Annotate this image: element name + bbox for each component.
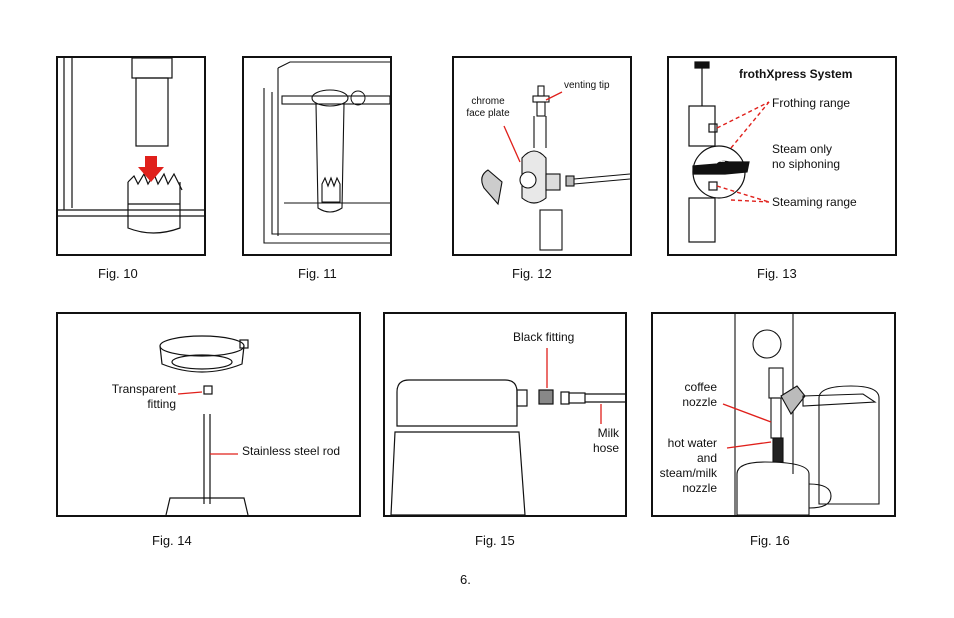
figure-15: [383, 312, 627, 517]
fig11-caption: Fig. 11: [298, 266, 337, 281]
hot-water-line4: nozzle: [682, 481, 717, 495]
steam-only-label: [772, 142, 840, 172]
fig14-caption: Fig. 14: [152, 533, 192, 548]
steam-only-line1: Steam only: [772, 142, 833, 156]
milk-hose-line2: hose: [592, 441, 619, 455]
hot-water-nozzle-label: [659, 436, 717, 496]
figure-10: [56, 56, 206, 256]
figure-13: [667, 56, 897, 256]
frothing-range-label: Frothing range: [772, 96, 851, 110]
figure-11: [242, 56, 392, 256]
chrome-face-plate-label: [460, 96, 516, 120]
chrome-face-plate-line1: chrome: [471, 96, 505, 107]
hot-water-line2: and: [696, 451, 717, 465]
fig10-caption: Fig. 10: [98, 266, 138, 281]
milk-hose-label: [565, 426, 619, 456]
fig13-caption: Fig. 13: [757, 266, 797, 281]
fig15-illustration: [385, 314, 625, 515]
fig14-illustration: [58, 314, 359, 515]
coffee-nozzle-line1: coffee: [684, 380, 717, 394]
fig11-illustration: [244, 58, 390, 254]
venting-tip-label: venting tip: [564, 80, 610, 91]
coffee-nozzle-line2: nozzle: [682, 395, 717, 409]
chrome-face-plate-line2: face plate: [466, 108, 510, 119]
black-fitting-label: Black fitting: [513, 330, 575, 344]
transparent-fitting-line2: fitting: [147, 397, 176, 411]
figure-14: [56, 312, 361, 517]
fig15-caption: Fig. 15: [475, 533, 515, 548]
fig16-caption: Fig. 16: [750, 533, 790, 548]
fig12-caption: Fig. 12: [512, 266, 552, 281]
hot-water-line1: hot water: [667, 436, 717, 450]
figure-16: [651, 312, 896, 517]
dial-label: DIAL: [703, 154, 726, 165]
figure-12: [452, 56, 632, 256]
transparent-fitting-label: [78, 382, 176, 412]
fig10-illustration: [58, 58, 204, 254]
milk-hose-line1: Milk: [597, 426, 619, 440]
steam-only-line2: no siphoning: [772, 157, 841, 171]
frothxpress-title: frothXpress System: [739, 67, 853, 81]
transparent-fitting-line1: Transparent: [111, 382, 176, 396]
stainless-rod-label: Stainless steel rod: [242, 444, 341, 458]
coffee-nozzle-label: [659, 380, 717, 410]
page-number: 6.: [460, 572, 471, 587]
steaming-range-label: Steaming range: [772, 195, 857, 209]
hot-water-line3: steam/milk: [659, 466, 717, 480]
